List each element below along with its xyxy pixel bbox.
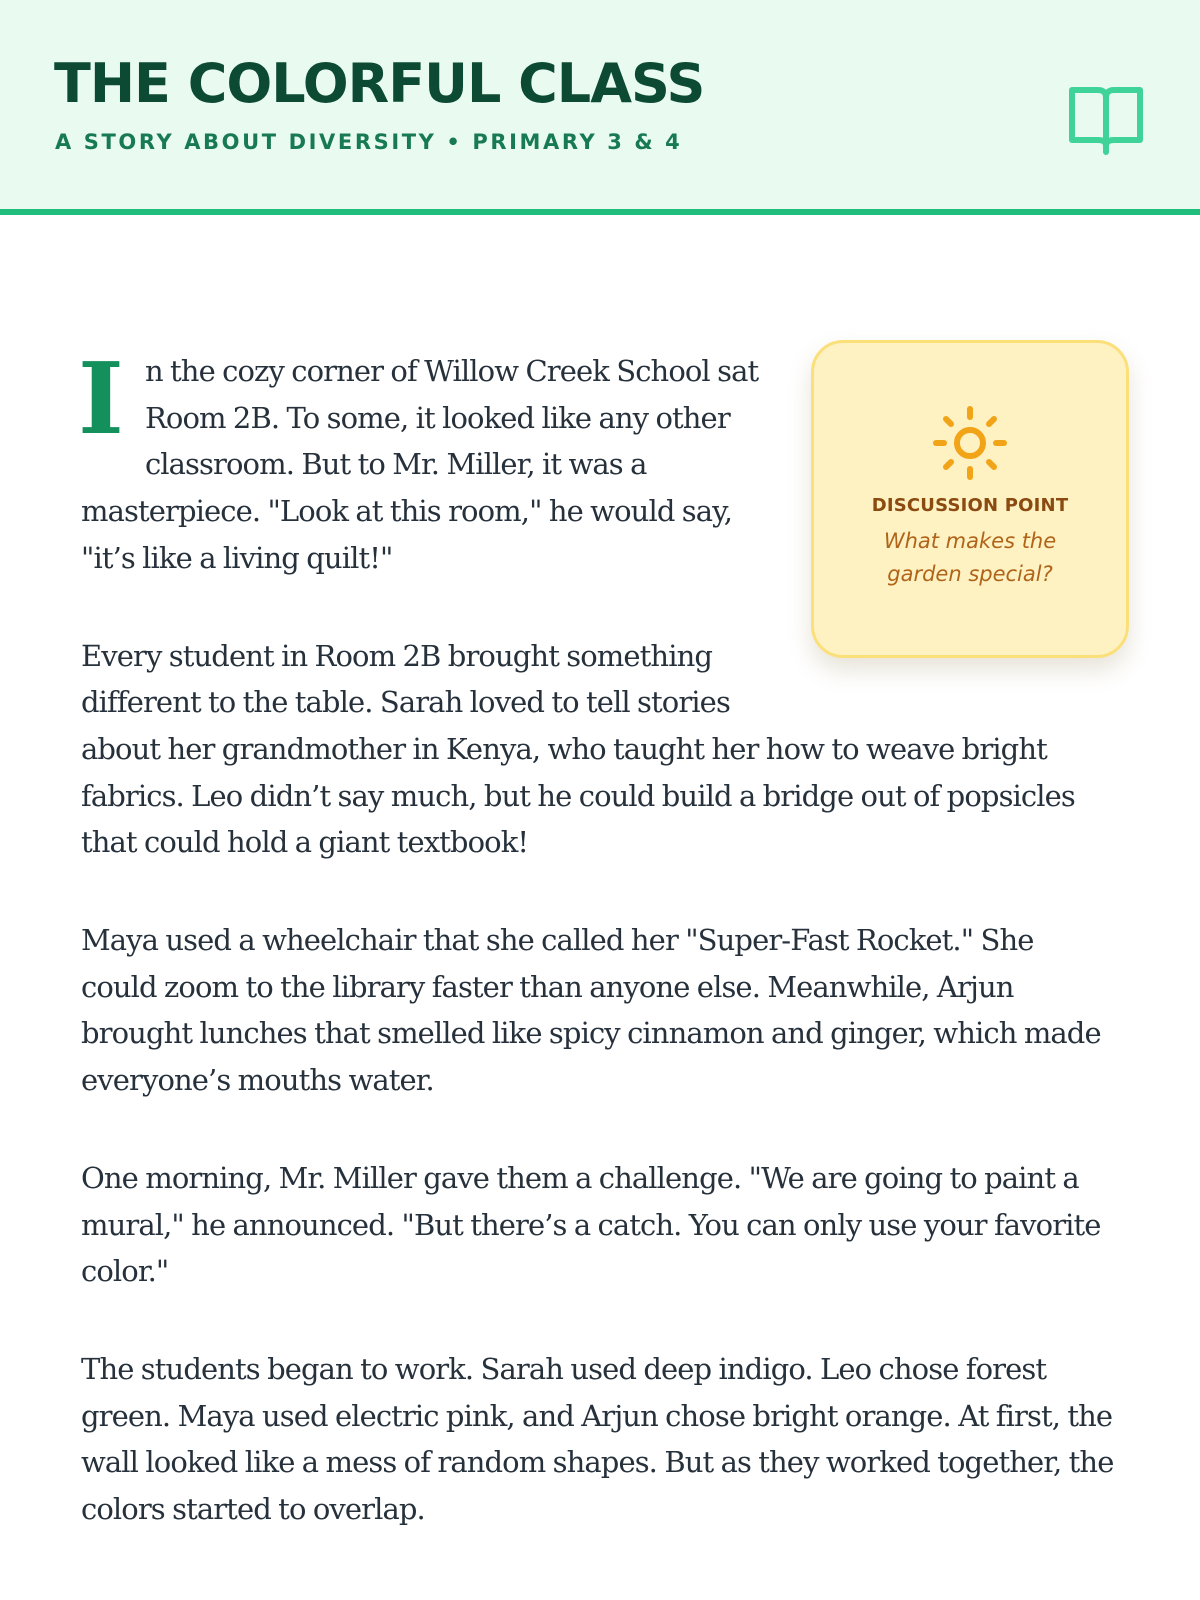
discussion-card bbox=[811, 340, 1129, 658]
story-paragraph-5: The students began to work. Sarah used deep indigo. Leo chose forest green. Maya used electric pink, and Arjun chose bright orange. At first, the wall looked like a mess of random shapes. But as they worked together, the colors started to overlap. bbox=[81, 1351, 1114, 1527]
sun-icon bbox=[932, 405, 1008, 481]
page-title: THE COLORFUL CLASS bbox=[54, 52, 705, 115]
drop-cap: I bbox=[78, 342, 123, 457]
story-paragraph-3: Maya used a wheelchair that she called her "Super-Fast Rocket." She could zoom to the library faster than anyone else. Meanwhile, Arjun brought lunches that smelled like spicy cinnamon and ginger, which made everyone’s mouths water. bbox=[81, 923, 1101, 1098]
paragraph-text: n the cozy corner of Willow Creek School sat Room 2B. To some, it looked like any other classroom. But to Mr. Miller, it was a masterpiece. "Look at this room," he would say, "it’s like a living quilt!" bbox=[81, 354, 759, 575]
open-book-icon bbox=[1066, 84, 1146, 156]
story-body bbox=[78, 342, 1116, 1584]
discussion-label: DISCUSSION POINT bbox=[871, 495, 1069, 516]
story-paragraph-2: Every student in Room 2B brought something different to the table. Sarah loved to tell stories about her grandmother in Kenya, who taught her how to weave bright fabrics. Leo didn’t say much, but he could build a bridge out of popsicles that could hold a giant textbook! bbox=[81, 638, 1075, 860]
discussion-question: What makes the garden special? bbox=[883, 529, 1057, 586]
page-header bbox=[0, 0, 1200, 215]
story-paragraph-4: One morning, Mr. Miller gave them a challenge. "We are going to paint a mural," he announced. "But there’s a catch. You can only use your favorite color." bbox=[81, 1160, 1101, 1289]
page-subtitle: A STORY ABOUT DIVERSITY • PRIMARY 3 & 4 bbox=[55, 130, 683, 154]
